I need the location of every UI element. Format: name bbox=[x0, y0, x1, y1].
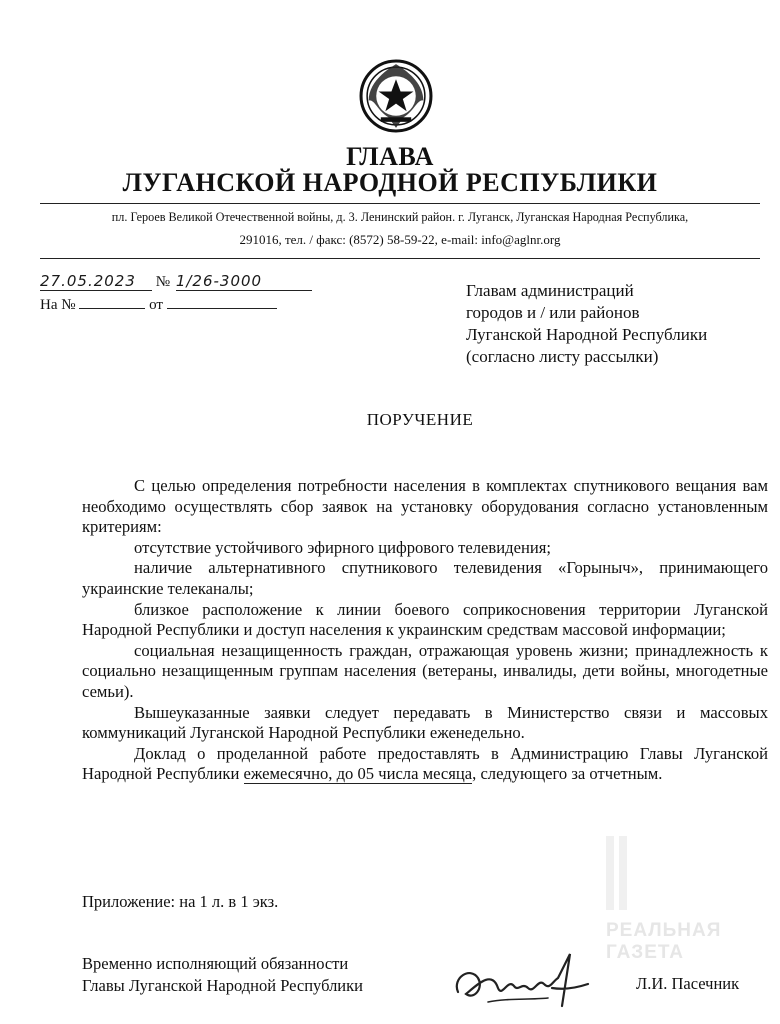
registration-no-label: № bbox=[155, 274, 171, 290]
header-address-line2: 291016, тел. / факс: (8572) 58-59-22, e-mail: info@aglnr.org bbox=[239, 232, 561, 247]
criterion-item: отсутствие устойчивого эфирного цифрового телевидения; bbox=[134, 537, 551, 557]
header-address-line1: пл. Героев Великой Отечественной войны, д. 3. Ленинский район. г. Луганск, Луганская Народная Республика, bbox=[111, 210, 689, 224]
addressee-line: Луганской Народной Республики bbox=[466, 325, 708, 344]
header-title-line2: ЛУГАНСКОЙ НАРОДНОЙ РЕСПУБЛИКИ bbox=[122, 168, 658, 197]
addressee-line: городов и / или районов bbox=[466, 303, 640, 322]
reference-number-blank bbox=[79, 296, 145, 309]
reference-line bbox=[40, 296, 277, 314]
reference-from-label: от bbox=[149, 297, 163, 313]
report-text-end: , следующего за отчетным. bbox=[472, 764, 663, 784]
registration-number: 1/26-3000 bbox=[176, 272, 312, 291]
republic-emblem-icon bbox=[358, 58, 434, 134]
addressee-line: (согласно листу рассылки) bbox=[466, 347, 659, 366]
signatory-name: Л.И. Пасечник bbox=[636, 974, 740, 993]
registration-date: 27.05.2023 bbox=[40, 272, 152, 291]
report-text: Доклад о проделанной работе предоставлять в Администрацию Главы Луганской Народной Республики bbox=[82, 743, 768, 784]
watermark-line: ГАЗЕТА bbox=[606, 942, 685, 963]
registration-line bbox=[40, 272, 312, 291]
signatory-title-line1: Временно исполняющий обязанности bbox=[82, 954, 349, 973]
addressee-block bbox=[466, 280, 707, 368]
reference-date-blank bbox=[167, 296, 277, 309]
criterion-item: близкое расположение к линии боевого соприкосновения территории Луганской Народной Республики и доступ населения к украинским средствам массовой информации; bbox=[82, 599, 768, 640]
addressee-line: Главам администраций bbox=[466, 281, 634, 300]
body-paragraph bbox=[82, 744, 768, 785]
reference-no-label: На № bbox=[40, 297, 76, 313]
handwritten-signature-icon bbox=[448, 948, 596, 1012]
watermark-logo-icon bbox=[606, 836, 632, 915]
header-divider-bottom bbox=[40, 258, 760, 259]
header-divider-top bbox=[40, 203, 760, 204]
attachment-note: Приложение: на 1 л. в 1 экз. bbox=[82, 892, 279, 911]
document-title: ПОРУЧЕНИЕ bbox=[366, 410, 474, 429]
criterion-item: социальная незащищенность граждан, отражающая уровень жизни; принадлежность к социально незащищенным группам населения (ветераны, инвалиды, дети войны, многодетные семьи). bbox=[82, 640, 768, 701]
header-title-line1: ГЛАВА bbox=[346, 142, 434, 171]
watermark bbox=[606, 920, 721, 964]
body-paragraph: Вышеуказанные заявки следует передавать в Министерство связи и массовых коммуникаций Луганской Народной Республики еженедельно. bbox=[82, 702, 768, 743]
document-body bbox=[82, 476, 768, 785]
watermark-line: РЕАЛЬНАЯ bbox=[606, 920, 722, 941]
criterion-item: наличие альтернативного спутникового телевидения «Горыныч», принимающего украинские телеканалы; bbox=[82, 558, 768, 598]
signatory-title-line2: Главы Луганской Народной Республики bbox=[82, 976, 363, 995]
body-paragraph: С целью определения потребности населения в комплектах спутникового вещания вам необходимо осуществлять сбор заявок на установку оборудования согласно установленным критериям: bbox=[82, 476, 768, 537]
report-deadline-underlined: ежемесячно, до 05 числа месяца bbox=[243, 764, 473, 784]
